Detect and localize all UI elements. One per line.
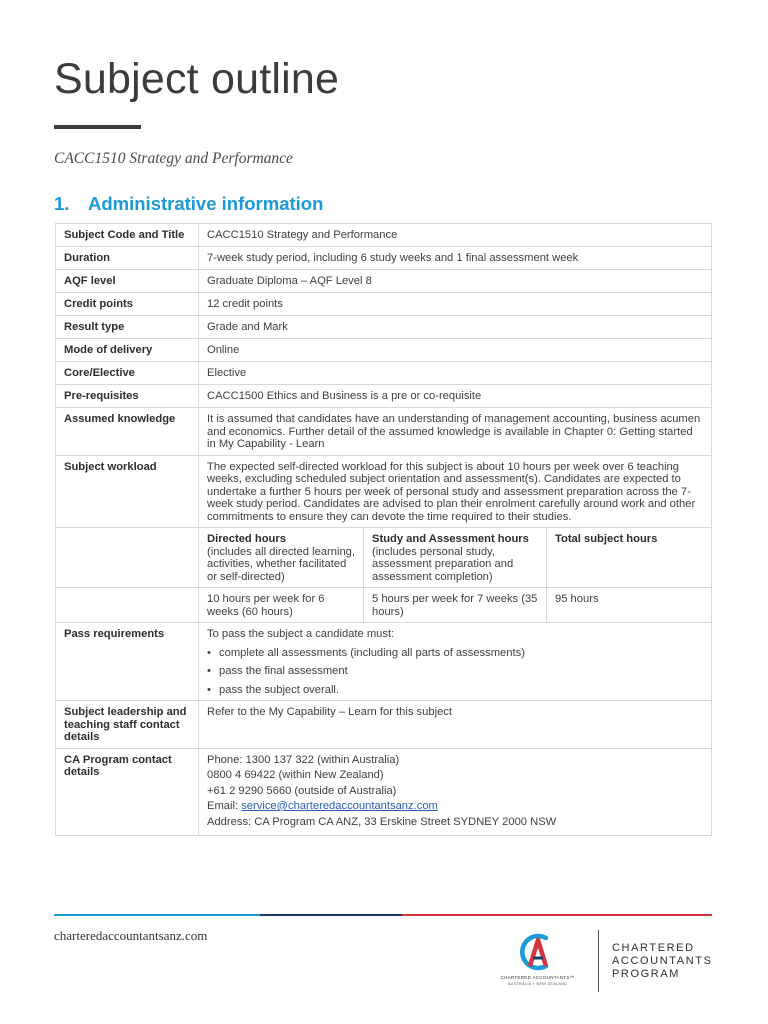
- bullet-icon: •: [207, 683, 211, 696]
- section-title: Administrative information: [88, 193, 324, 214]
- row-label: CA Program contact details: [56, 748, 199, 836]
- row-value: It is assumed that candidates have an understanding of management accounting, business acumen and economics. Further detail of the assumed knowledge is available in Chapter 0: Getting started in My Capability - Learn: [199, 408, 712, 456]
- footer-rule-red: [402, 914, 712, 916]
- directed-hours-title: Directed hours: [207, 533, 286, 545]
- pass-requirements-cell: [199, 623, 712, 701]
- table-row: [56, 455, 712, 528]
- row-label: Result type: [56, 316, 199, 339]
- empty-label-cell: [56, 528, 199, 588]
- table-row: [56, 224, 712, 247]
- table-row: [56, 588, 712, 623]
- footer-rule-navy: [260, 914, 402, 916]
- table-row: [56, 316, 712, 339]
- directed-hours-value: 10 hours per week for 6 weeks (60 hours): [199, 588, 364, 623]
- phone-australia: Phone: 1300 137 322 (within Australia): [207, 753, 400, 766]
- logo-divider: [598, 930, 599, 992]
- table-row: [56, 748, 712, 836]
- contact-details-cell: [199, 748, 712, 836]
- address-line: Address: CA Program CA ANZ, 33 Erskine Street SYDNEY 2000 NSW: [207, 815, 557, 828]
- program-wordmark: CHARTERED ACCOUNTANTS PROGRAM: [612, 942, 713, 980]
- row-label: Subject Code and Title: [56, 224, 199, 247]
- row-value: CACC1500 Ethics and Business is a pre or co-requisite: [199, 385, 712, 408]
- administrative-info-table: [55, 223, 712, 836]
- logo-caption: CHARTERED ACCOUNTANTS™ AUSTRALIA + NEW ZEALAND: [500, 975, 575, 986]
- footer-rule-blue: [54, 914, 260, 916]
- row-label: Subject workload: [56, 455, 199, 528]
- table-row: [56, 362, 712, 385]
- study-hours-value: 5 hours per week for 7 weeks (35 hours): [364, 588, 547, 623]
- row-value: Graduate Diploma – AQF Level 8: [199, 270, 712, 293]
- phone-international: +61 2 9290 5660 (outside of Australia): [207, 784, 397, 797]
- total-hours-header: [547, 528, 712, 588]
- row-label: AQF level: [56, 270, 199, 293]
- directed-hours-note: (includes all directed learning, activities, whether facilitated or self-directed): [207, 545, 356, 583]
- footer-website-link[interactable]: charteredaccountantsanz.com: [54, 928, 208, 943]
- row-label: Assumed knowledge: [56, 408, 199, 456]
- list-item: • pass the subject overall.: [207, 683, 340, 696]
- table-row: [56, 623, 712, 701]
- row-value: CACC1510 Strategy and Performance: [199, 224, 712, 247]
- subject-subtitle: CACC1510 Strategy and Performance: [54, 150, 293, 167]
- page-title: Subject outline: [54, 55, 340, 103]
- row-label: Subject leadership and teaching staff contact details: [56, 701, 199, 749]
- row-label: Mode of delivery: [56, 339, 199, 362]
- table-row: [56, 528, 712, 588]
- row-value: 12 credit points: [199, 293, 712, 316]
- table-row: [56, 701, 712, 749]
- table-row: [56, 385, 712, 408]
- row-value: The expected self-directed workload for this subject is about 10 hours per week over 6 teaching weeks, excluding scheduled subject orientation and assessment(s). Candidates are expected to undertake a further 5 hours per week of personal study and assessment preparation across the 7-week study period. Candidates are advised to plan their enrolment carefully around work and other commitments to ensure they can devote the time required to their studies.: [199, 455, 712, 528]
- row-value: Grade and Mark: [199, 316, 712, 339]
- empty-label-cell: [56, 588, 199, 623]
- row-label: Core/Elective: [56, 362, 199, 385]
- section-heading: [54, 193, 323, 215]
- title-underline: [54, 125, 141, 129]
- row-value: Elective: [199, 362, 712, 385]
- list-item: • complete all assessments (including all parts of assessments): [207, 646, 525, 659]
- row-label: Credit points: [56, 293, 199, 316]
- table-row: [56, 293, 712, 316]
- table-row: [56, 247, 712, 270]
- total-hours-title: Total subject hours: [555, 533, 658, 545]
- study-hours-header: [364, 528, 547, 588]
- directed-hours-header: [199, 528, 364, 588]
- pass-list: [207, 647, 703, 697]
- section-number: 1.: [54, 193, 70, 214]
- total-hours-value: 95 hours: [547, 588, 712, 623]
- study-hours-title: Study and Assessment hours: [372, 533, 529, 545]
- bullet-icon: •: [207, 646, 211, 659]
- row-value: Online: [199, 339, 712, 362]
- table-row: [56, 408, 712, 456]
- email-link[interactable]: service@charteredaccountantsanz.com: [241, 800, 438, 812]
- table-row: [56, 270, 712, 293]
- table-row: [56, 339, 712, 362]
- row-value: 7-week study period, including 6 study weeks and 1 final assessment week: [199, 247, 712, 270]
- row-label: Pass requirements: [56, 623, 199, 701]
- phone-new-zealand: 0800 4 69422 (within New Zealand): [207, 769, 384, 781]
- row-label: Duration: [56, 247, 199, 270]
- row-label: Pre-requisites: [56, 385, 199, 408]
- ca-logo-icon: [516, 930, 556, 974]
- bullet-icon: •: [207, 665, 211, 677]
- email-line: Email: service@charteredaccountantsanz.com: [207, 800, 438, 812]
- row-value: Refer to the My Capability – Learn for this subject: [199, 701, 712, 749]
- study-hours-note: (includes personal study, assessment preparation and assessment completion): [372, 545, 514, 583]
- list-item: • pass the final assessment: [207, 665, 348, 677]
- pass-intro: To pass the subject a candidate must:: [207, 628, 395, 640]
